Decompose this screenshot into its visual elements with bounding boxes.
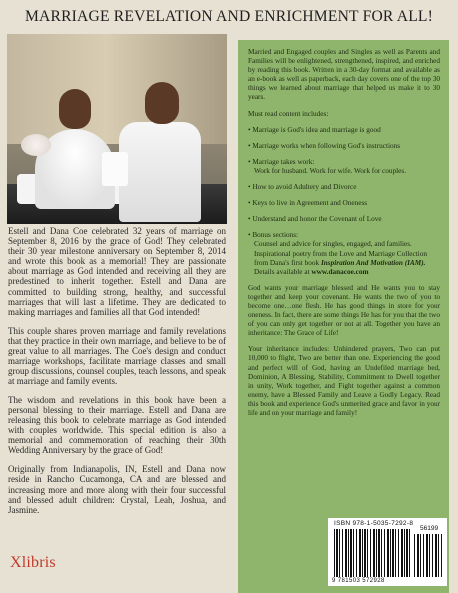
- must-read-heading: Must read content includes:: [248, 109, 329, 118]
- bullet-7: [248, 231, 440, 276]
- bullet-3: [248, 158, 440, 176]
- bullet-3-label: • Marriage takes work:: [248, 157, 315, 166]
- bio-paragraph-4: Originally from Indianapolis, IN, Estell and Dana now reside in Rancho Cucamonga, CA and are blessed and increasing more and more along with their four successful and blessed adult children: Crystal, Leah, Joshua, and Jasmine.: [8, 464, 226, 515]
- price-code: 56199: [420, 525, 439, 532]
- publisher-logo: Xlibris: [10, 554, 56, 571]
- bullet-4: • How to avoid Adultery and Divorce: [248, 183, 357, 192]
- bullet-3-detail: Work for husband. Work for wife. Work for couples.: [254, 166, 407, 175]
- wedding-cake: [102, 152, 128, 186]
- bullet-5: • Keys to live in Agreement and Oneness: [248, 199, 368, 208]
- bio-paragraph-3: The wisdom and revelations in this book have been a personal blessing to their marriage. Estell and Dana are releasing this book to celebrate marriage as God intended with couples worldwide. This special edition is also a memorial and commemoration of reaching their 30th Wedding Anniversary by the grace of God!: [8, 395, 226, 456]
- bonus-book-title: Inspiration And Motivation (IAM).: [320, 258, 426, 267]
- bonus-detail-1: Counsel and advice for singles, engaged, and families.: [254, 240, 412, 249]
- groom-head: [145, 82, 179, 124]
- inheritance-paragraph: Your inheritance includes: Unhindered prayers, Two can put 10,000 to flight, Two are better than one. Experiencing the good and perfect will of God, having an Undefiled marriage bed, Dominion, A Blessing, Stability, Commitment to Dwell together in unity, Work together, and Fight together against a common enemy, have a Blessed Family and Leave a Godly Legacy. Read this book and experience God's unmerited grace and favor in your life and on your marriage and family!: [248, 345, 440, 417]
- barcode-number: 9 781503 572928: [332, 578, 385, 584]
- barcode-bars: [334, 529, 410, 577]
- bullet-1: • Marriage is God's idea and marriage is good: [248, 125, 381, 134]
- bonus-label: • Bonus sections:: [248, 231, 299, 240]
- bullet-6: • Understand and honor the Covenant of Love: [248, 215, 382, 224]
- groom-figure: [119, 122, 201, 222]
- cover-title: MARRIAGE REVELATION AND ENRICHMENT FOR ALL!: [24, 8, 434, 25]
- bullet-2: • Marriage works when following God's instructions: [248, 141, 401, 150]
- book-description-panel: [238, 40, 449, 593]
- bio-paragraph-2: This couple shares proven marriage and family revelations that they practice in their own marriage, and believe to be of great value to all marriages. The Coe's design and conduct marriage workshops, facilitate marriage classes and small group discussions, counsel couples, teach lessons, and speak at marriage and family events.: [8, 325, 226, 387]
- isbn-text: ISBN 978-1-5035-7292-8: [334, 520, 414, 527]
- website-link[interactable]: www.danacoe.com: [311, 267, 369, 276]
- bouquet: [21, 134, 51, 156]
- bonus-detail-2: Inspirational poetry from the Love and Marriage Collection from Dana's first book Inspiration And Motivation (IAM).: [254, 249, 427, 267]
- god-paragraph: God wants your marriage blessed and He wants you to stay together and keep your covenant. He wants the two of you to become one…one flesh. He has good things in store for your oneness. In fact, there are some things He has for you that the two of you can only get together or not at all. Together you have an inheritance: The Grace of Life!: [248, 283, 440, 338]
- bio-paragraph-1: Estell and Dana Coe celebrated 32 years of marriage on September 8, 2016 by the grace of God! They celebrated their 30 year milestone anniversary on September 8, 2014 and wrote this book as a memorial! They are passionate about marriage as God intended and receiving all they are predestined to inherit together. Estell and Dana are committed to building strong, healthy, and successful marriages that will last a lifetime. They are dedicated to making marriages and families all that God intended!: [8, 226, 226, 317]
- couple-photo: [7, 34, 227, 224]
- intro-paragraph: Married and Engaged couples and Singles as well as Parents and Families will be enlightened, strengthened, inspired, and enriched by reading this book. Written in a 30-day format and available as an e-book as well as paperback, each day covers one of the top 30 things we learned about marriage that helped us make it to 30 years.: [248, 48, 440, 102]
- details-line: Details available at www.danacoe.com: [254, 267, 369, 276]
- author-bio: [8, 226, 226, 524]
- price-barcode-bars: [414, 534, 442, 577]
- isbn-barcode: [328, 518, 447, 586]
- bride-head: [59, 89, 91, 129]
